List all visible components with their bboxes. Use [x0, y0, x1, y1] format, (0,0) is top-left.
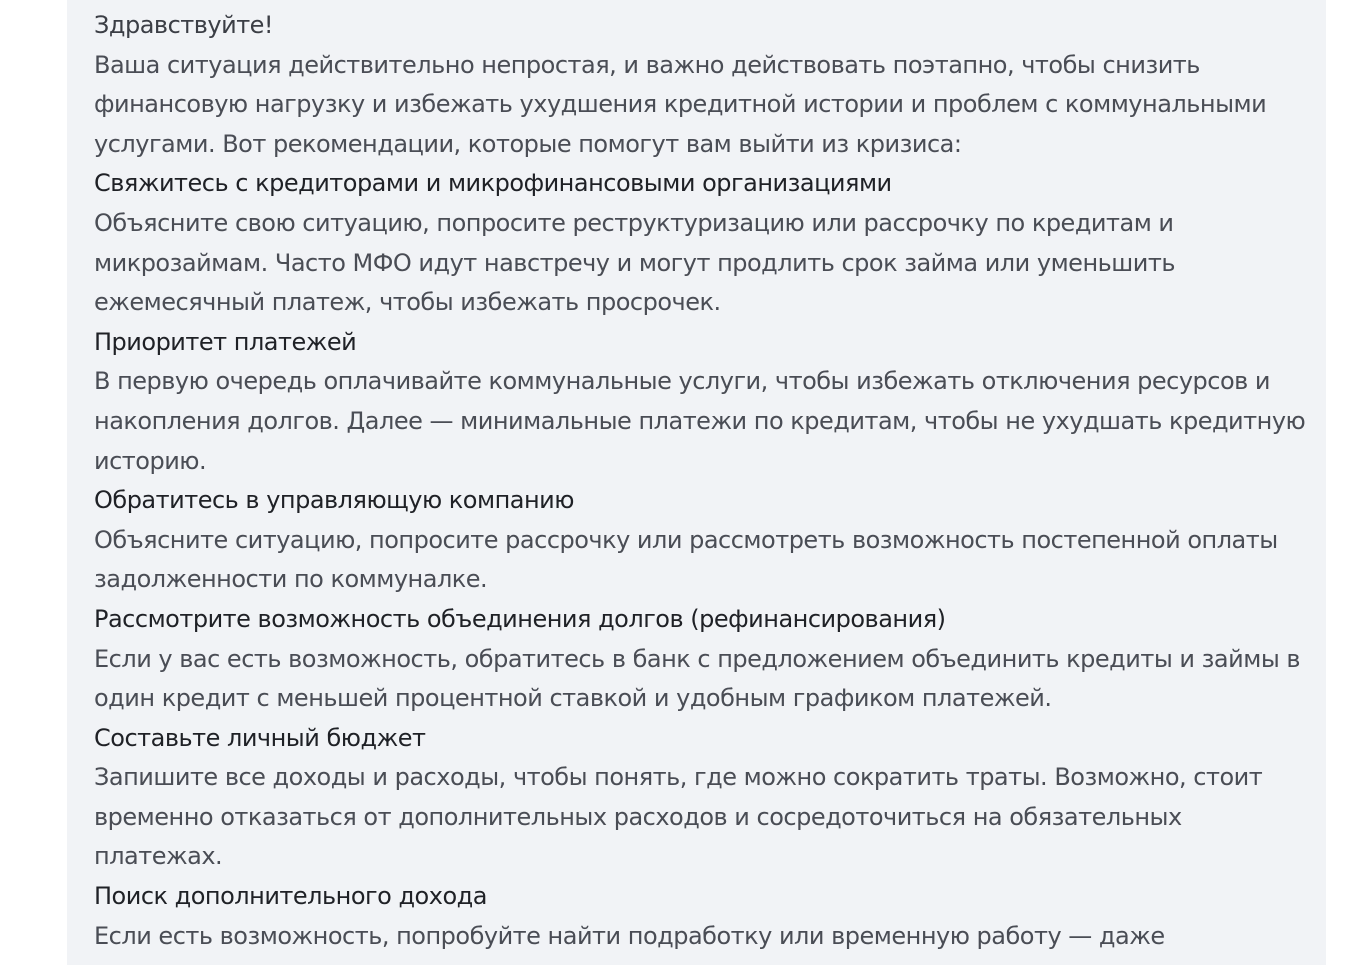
section-title-refinancing: Рассмотрите возможность объединения долгов (рефинансирования) [94, 604, 946, 633]
section-title-priority: Приоритет платежей [94, 327, 357, 356]
greeting-text: Здравствуйте! [94, 11, 274, 39]
message-body [94, 6, 1306, 956]
section-body-extra-income: Если есть возможность, попробуйте найти подработку или временную работу — даже [94, 921, 1165, 950]
section-body-refinancing: Если у вас есть возможность, обратитесь в банк с предложением объединить кредиты и займы в один кредит с меньшей процентной ставкой и удобным графиком платежей. [94, 644, 1301, 713]
section-body-management-company: Объясните ситуацию, попросите рассрочку или рассмотреть возможность постепенной оплаты задолженности по коммуналке. [94, 525, 1278, 594]
section-body-budget: Запишите все доходы и расходы, чтобы понять, где можно сократить траты. Возможно, стоит временно отказаться от дополнительных расходов и сосредоточиться на обязательных платежах. [94, 763, 1263, 871]
section-body-creditors: Объясните свою ситуацию, попросите реструктуризацию или рассрочку по кредитам и микрозаймам. Часто МФО идут навстречу и могут продлить срок займа или уменьшить ежемесячный платеж, чтобы избежать просрочек. [94, 208, 1175, 317]
section-title-creditors: Свяжитесь с кредиторами и микрофинансовыми организациями [94, 169, 892, 198]
intro-paragraph: Ваша ситуация действительно непростая, и важно действовать поэтапно, чтобы снизить финансовую нагрузку и избежать ухудшения кредитной истории и проблем с коммунальными услугами. Вот рекомендации, которые помогут вам выйти из кризиса: [94, 50, 1267, 158]
section-title-budget: Составьте личный бюджет [94, 723, 426, 752]
message-card [67, 0, 1326, 965]
section-body-priority: В первую очередь оплачивайте коммунальные услуги, чтобы избежать отключения ресурсов и накопления долгов. Далее — минимальные платежи по кредитам, чтобы не ухудшать кредитную историю. [94, 367, 1306, 475]
section-title-management-company: Обратитесь в управляющую компанию [94, 486, 574, 515]
section-title-extra-income: Поиск дополнительного дохода [94, 882, 487, 911]
